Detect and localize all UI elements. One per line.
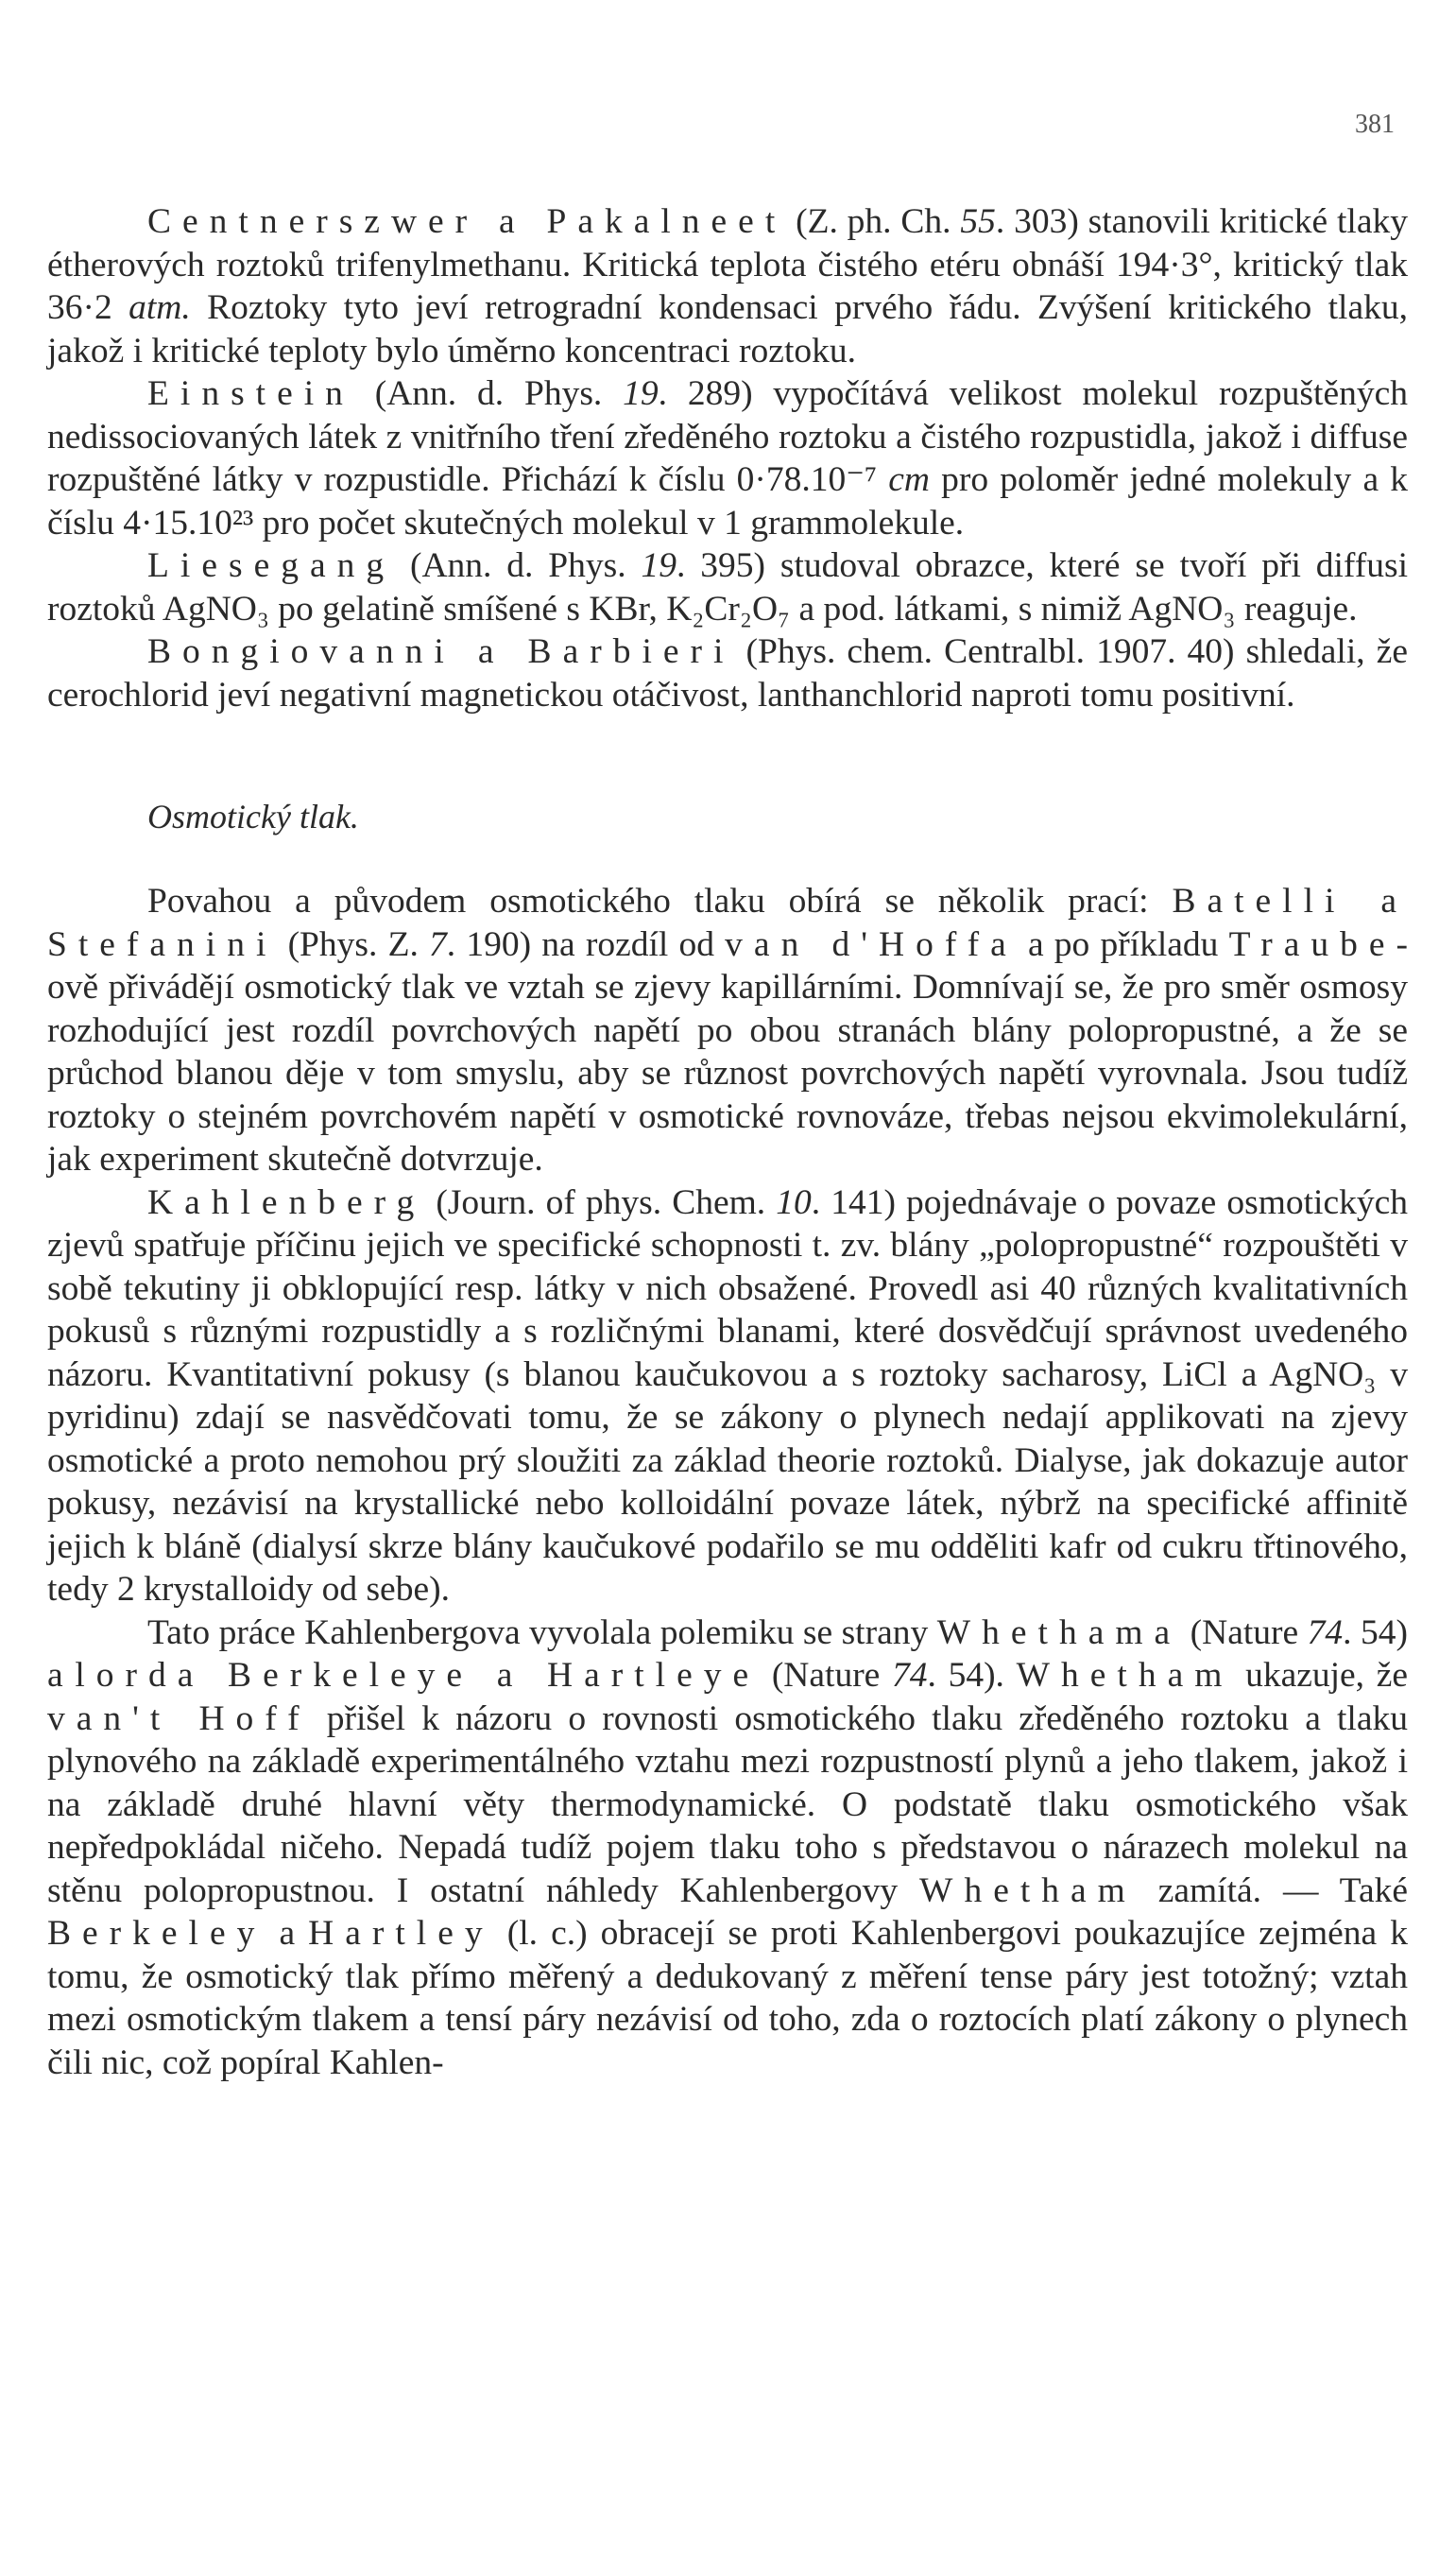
text-run: přišel k názoru o rovnosti osmotického tlaku zředěného roztoku a tlaku plynového na základě experimentálného vztahu mezi rozpustností plynů a jeho tlakem, jakož i na základě druhé hlavní věty thermodynamické. O podstatě tlaku osmotického však nepředpokládal ničeho. Nepadá tudíž pojem tlaku toho s představou o nárazech molekul na stěnu polopropustnou. I ostatní náhledy Kahlenbergovy	[47, 1698, 1408, 1910]
text-run: (l. c.) obracejí se proti Kahlenbergovi poukazujíce zejména k tomu, že osmotický tlak přímo měřený a dedukovaný z měření tense páry jest totožný; vztah mezi osmotickým tlakem a tensí páry nezávisí od toho, zda o roztocích platí zákony o plynech čili nic, což popíral Kahlen-	[47, 1914, 1408, 2082]
text-run: . 54).	[927, 1656, 1017, 1695]
italic-text: 10	[776, 1182, 812, 1222]
text-run: . 303) stanovili kritické tlaky étherových roztoků trifenylmethanu. Kritická teplota čistého etéru obnáší 194·3°, kritický tlak 36·2	[47, 202, 1408, 327]
paragraph	[47, 880, 1408, 1181]
text-run: (Journ. of phys. Chem.	[425, 1182, 777, 1222]
paragraph	[47, 200, 1408, 372]
spaced-name: Berkeley	[47, 1914, 266, 1953]
text-run: . 54) a	[47, 1612, 1409, 1695]
spaced-name: Centnerszwer a Pakalneet	[147, 202, 787, 241]
italic-text: 7	[429, 924, 447, 964]
text-run: Povahou a původem osmotického tlaku obírá se několik prací:	[147, 882, 1173, 921]
spaced-name: Liesegang	[147, 546, 396, 585]
spaced-name: Whetham	[1016, 1656, 1234, 1695]
text-run: ukazuje, že	[1233, 1656, 1409, 1695]
paragraph	[47, 630, 1408, 716]
text-run: pro poloměr jedné molekuly a k číslu 4·15.10²³ pro počet skutečných molekul v 1 grammolekule.	[47, 460, 1408, 543]
italic-text: 19	[623, 374, 659, 413]
text-run: (Ann. d. Phys.	[395, 546, 642, 585]
italic-text: 19	[641, 546, 677, 585]
spaced-name: Hartley	[308, 1914, 494, 1953]
spaced-name: Einstein	[147, 374, 354, 413]
text-run: (Phys. chem. Centralbl. 1907. 40) shledali, že cerochlorid jeví negativní magnetickou otáčivost, lanthanchlorid naproti tomu positivní.	[47, 632, 1408, 715]
italic-text: 74	[892, 1656, 928, 1695]
text-run: zamítá. — Také	[1136, 1870, 1408, 1910]
text-run: (Ann. d. Phys.	[353, 374, 624, 413]
text-run: (Z. ph. Ch.	[786, 202, 961, 241]
italic-text: 55	[960, 202, 996, 241]
italic-text: cm	[888, 460, 930, 499]
text-run: . 289) vypočítává velikost molekul rozpuštěných nedissociovaných látek z vnitřního tření zředěného roztoku a čistého rozpustidla, jakož i diffuse rozpuštěné látky v rozpustidle. Přichází k číslu 0·78.10⁻⁷	[47, 374, 1408, 499]
paragraph	[47, 1611, 1408, 2085]
spaced-name: Batelli a Stefanini	[47, 882, 1408, 964]
paragraph	[47, 1181, 1408, 1611]
section-heading: Osmotický tlak.	[147, 798, 359, 836]
spaced-name: van't Hoff	[47, 1698, 311, 1738]
spacer	[47, 838, 1408, 880]
spaced-name: van d'Hoffa	[725, 924, 1018, 964]
text-run: . 395) studoval obrazce, které se tvoří při diffusi roztoků AgNO₃ po gelatině smíšené s KBr, K₂Cr₂O₇ a pod. látkami, s nimiž AgNO₃ reaguje.	[47, 546, 1408, 629]
italic-text: 74	[1307, 1612, 1344, 1652]
text-run: a po příkladu	[1017, 924, 1229, 964]
text-run: (Phys. Z.	[277, 924, 430, 964]
paragraph	[47, 372, 1408, 544]
text-run: Tato práce Kahlenbergova vyvolala polemiku se strany	[147, 1612, 937, 1652]
spacer	[47, 716, 1408, 796]
text-run: . 141) pojednávaje o povaze osmotických zjevů spatřuje příčinu jejich ve specifické schopnosti t. zv. blány „polopropustné“ rozpouštěti v sobě tekutiny ji obklopující resp. látky v nich obsažené. Provedl asi 40 různých kvalitativních pokusů s různými rozpustidly a s rozličnými blanami, které dosvědčují správnost uvedeného názoru. Kvantitativní pokusy (s blanou kaučukovou a s roztoky sacharosy, LiCl a AgNO₃ v pyridinu) zdají se nasvědčovati tomu, že se zákony o plynech nedají applikovati na zjevy osmotické a proto nemohou prý sloužiti za základ theorie roztoků. Dialyse, jak dokazuje autor pokusy, nezávisí na krystallické nebo kolloidální povaze látek, nýbrž na specifické affinitě jejich k bláně (dialysí skrze blány kaučukové podařilo se mu odděliti kafr od cukru třtinového, tedy 2 krystalloidy od sebe).	[47, 1182, 1408, 1609]
text-run: -ově přivádějí osmotický tlak ve vztah se zjevy kapillárními. Domnívají se, že pro směr osmosy rozhodující jest rozdíl povrchových napětí po obou stranách blány polopropustné, a že se průchod blanou děje v tom smyslu, aby se různost povrchových napětí vyrovnala. Jsou tudíž roztoky o stejném povrchovém napětí v osmotické rovnováze, třebas nejsou ekvimolekulární, jak experiment skutečně dotvrzuje.	[47, 924, 1408, 1179]
page-number: 381	[1355, 110, 1395, 139]
spaced-name: lorda Berkeleye a Hartleye	[75, 1656, 761, 1695]
spaced-name: Whetham	[919, 1870, 1137, 1910]
spaced-name: Whethama	[936, 1612, 1182, 1652]
text-run: (Nature	[760, 1656, 893, 1695]
text-run: (Nature	[1181, 1612, 1308, 1652]
spaced-name: Kahlenberg	[147, 1182, 426, 1222]
paragraph	[47, 544, 1408, 630]
spaced-name: Traube	[1228, 924, 1396, 964]
text-run: a	[266, 1914, 309, 1953]
text-run: . 190) na rozdíl od	[446, 924, 726, 964]
italic-text: atm.	[128, 288, 191, 327]
text-run: Roztoky tyto jeví retrogradní kondensaci prvého řádu. Zvýšení kritického tlaku, jakož i kritické teploty bylo úměrno koncentraci roztoku.	[47, 288, 1408, 371]
spaced-name: Bongiovanni a Barbieri	[147, 632, 735, 671]
body-text	[47, 200, 1408, 2084]
